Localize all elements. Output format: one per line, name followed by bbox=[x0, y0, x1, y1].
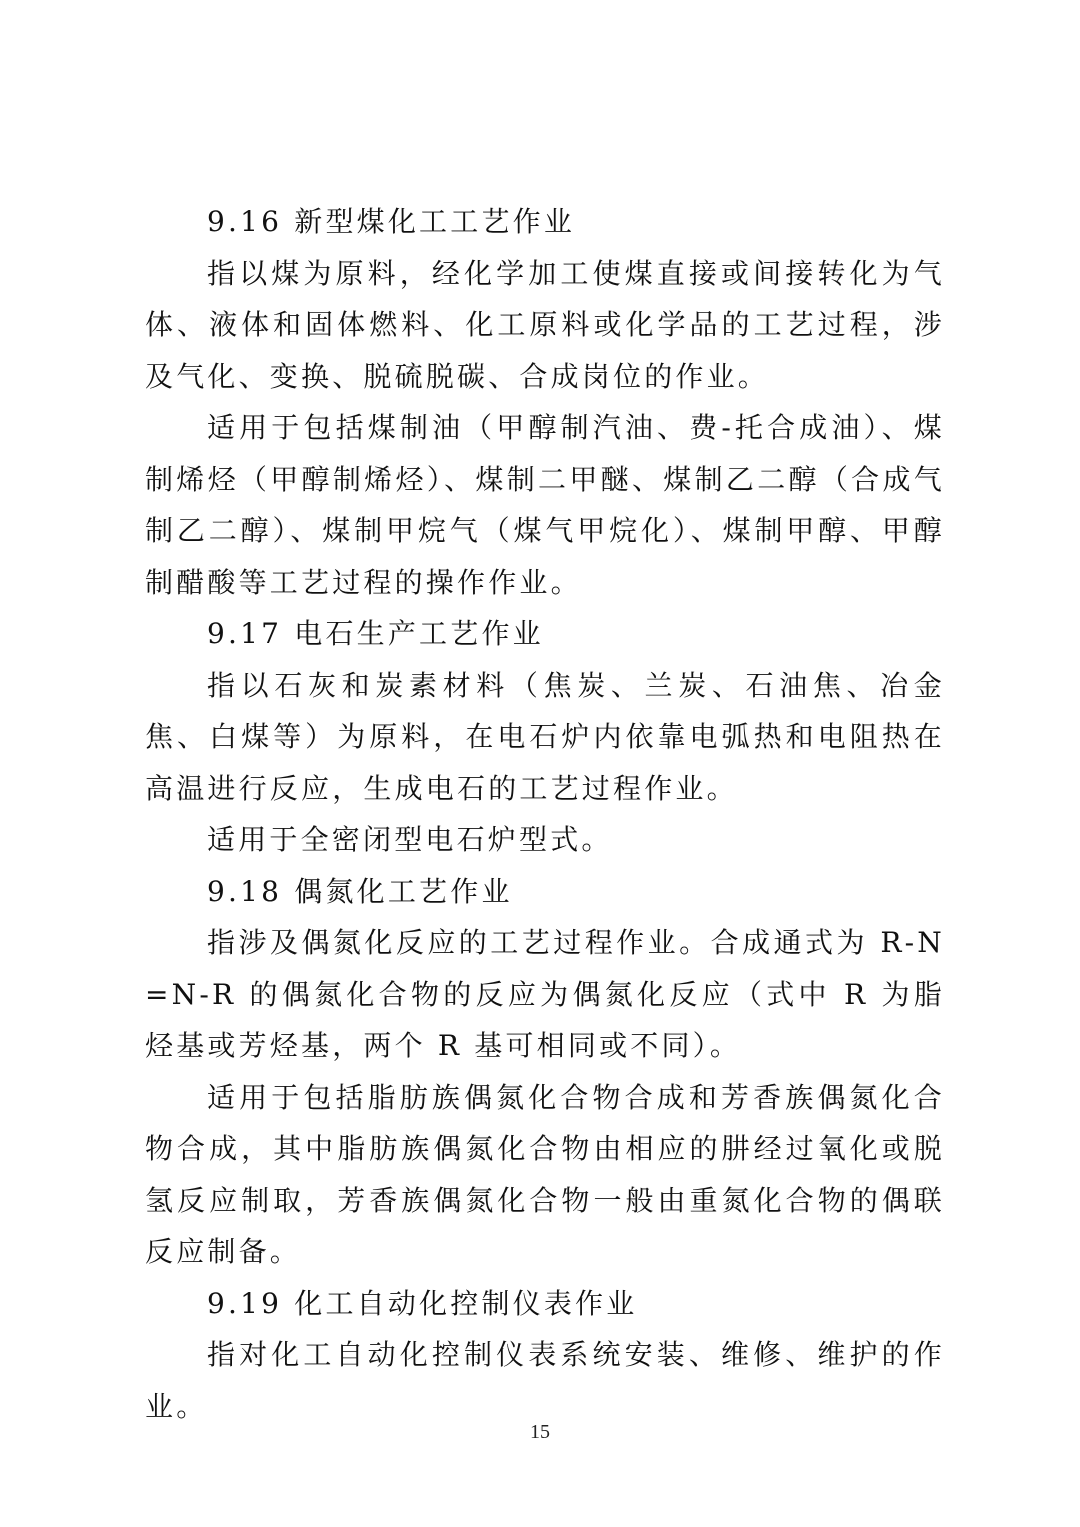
section-heading-9-18: 9.18 偶氮化工艺作业 bbox=[207, 874, 513, 908]
section-heading-9-16: 9.16 新型煤化工工艺作业 bbox=[207, 205, 576, 238]
section-heading-9-17: 9.17 电石生产工艺作业 bbox=[207, 617, 544, 650]
section-9-17-definition: 指以石灰和炭素材料（焦炭、兰炭、石油焦、冶金焦、白煤等）为原料，在电石炉内依靠电弧热和电阻热在高温进行反应，生成电石的工艺过程作业。 bbox=[145, 668, 945, 805]
section-9-18-scope: 适用于包括脂肪族偶氮化合物合成和芳香族偶氮化合物合成，其中脂肪族偶氮化合物由相应的肼经过氧化或脱氢反应制取，芳香族偶氮化合物一般由重氮化合物的偶联反应制备。 bbox=[145, 1080, 945, 1268]
document-body bbox=[145, 196, 945, 1432]
section-heading-9-19: 9.19 化工自动化控制仪表作业 bbox=[207, 1286, 638, 1320]
section-9-16-definition: 指以煤为原料，经化学加工使煤直接或间接转化为气体、液体和固体燃料、化工原料或化学品的工艺过程，涉及气化、变换、脱硫脱碳、合成岗位的作业。 bbox=[145, 256, 945, 393]
section-9-16-scope: 适用于包括煤制油（甲醇制汽油、费-托合成油）、煤制烯烃（甲醇制烯烃）、煤制二甲醚、煤制乙二醇（合成气制乙二醇）、煤制甲烷气（煤气甲烷化）、煤制甲醇、甲醇制醋酸等工艺过程的操作作业。 bbox=[145, 411, 945, 599]
page-number: 15 bbox=[530, 1421, 550, 1443]
section-9-17-scope: 适用于全密闭型电石炉型式。 bbox=[207, 823, 613, 856]
section-9-18-definition: 指涉及偶氮化反应的工艺过程作业。合成通式为 R-N=N-R 的偶氮化合物的反应为偶氮化反应（式中 R 为脂烃基或芳烃基，两个 R 基可相同或不同）。 bbox=[145, 926, 945, 1062]
section-9-19-definition: 指对化工自动化控制仪表系统安装、维修、维护的作业。 bbox=[145, 1338, 945, 1423]
